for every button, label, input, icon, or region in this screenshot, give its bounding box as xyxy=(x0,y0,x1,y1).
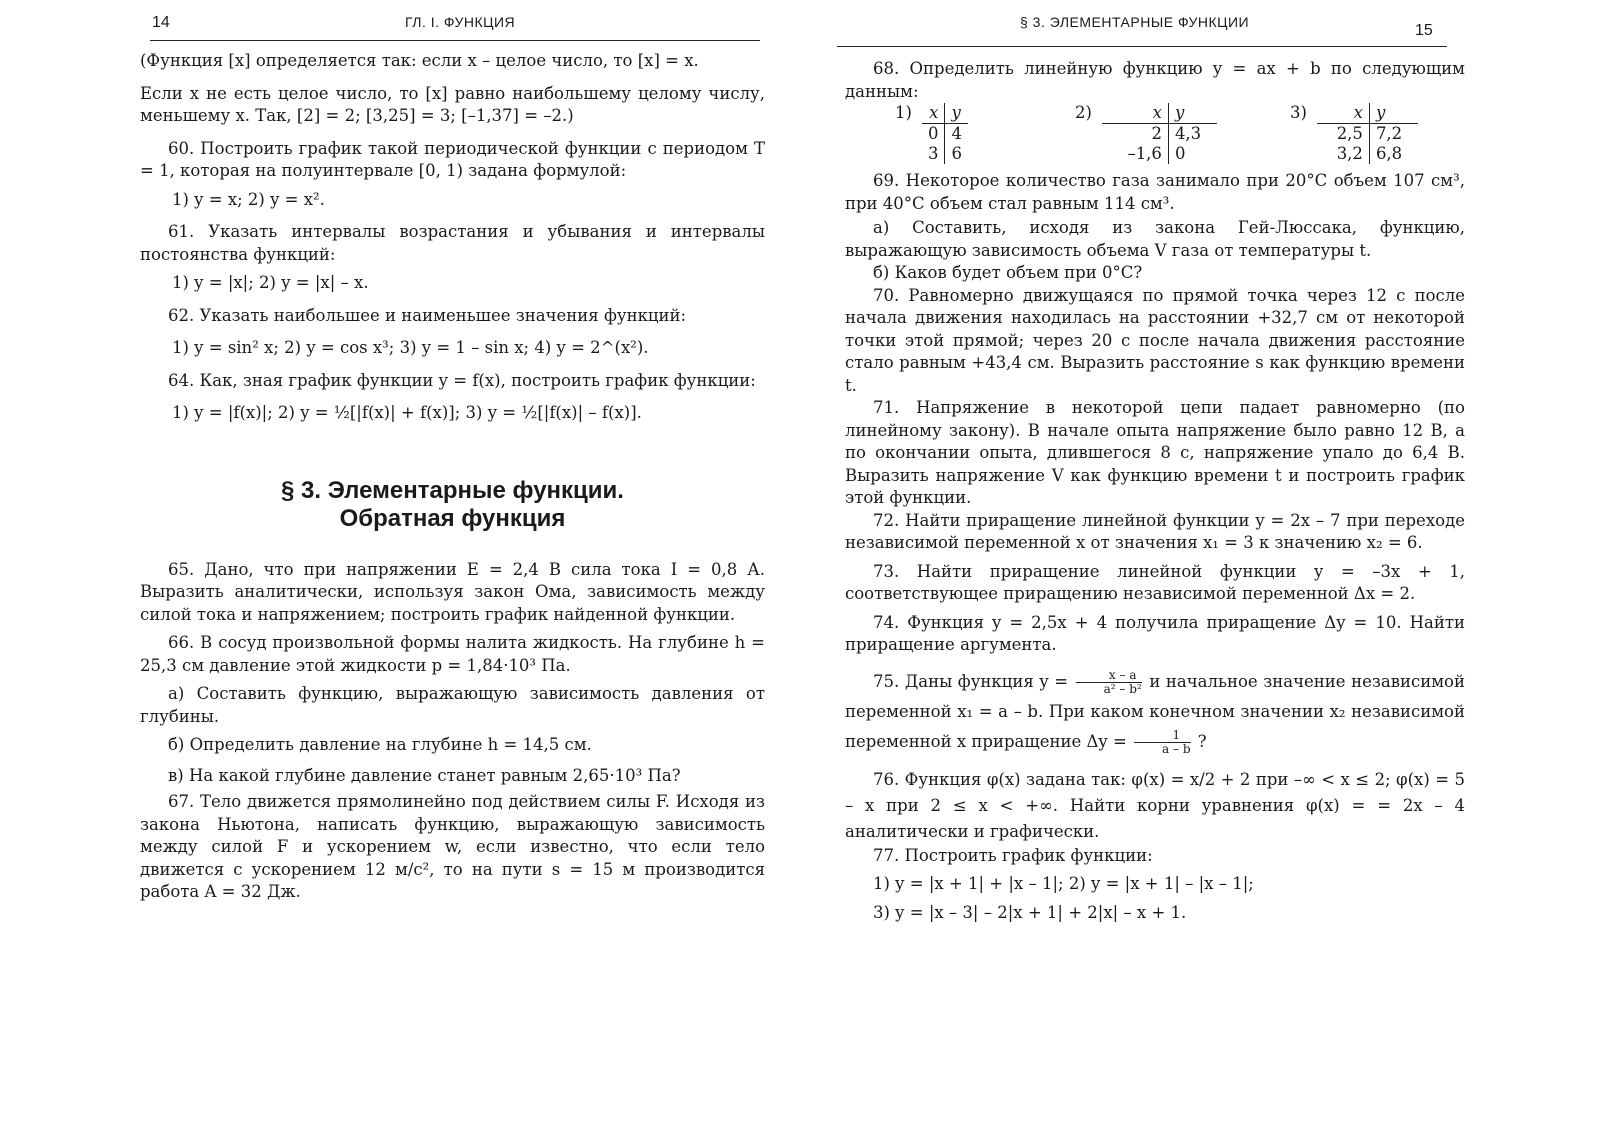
exercise-73: 73. Найти приращение линейной функции y = –3x + 1, соответствующее приращению независимой переменной Δx = 2. xyxy=(845,561,1465,603)
exercise-60: 60. Построить график такой периодической функции с периодом T = 1, которая на полуинтервале [0, 1) задана формулой: xyxy=(140,138,765,180)
right-body xyxy=(845,58,1465,924)
running-head: ГЛ. I. ФУНКЦИЯ xyxy=(405,14,516,30)
table-header-x: x xyxy=(1317,103,1370,124)
header-rule xyxy=(150,40,760,41)
table-cell: 3,2 xyxy=(1317,144,1370,164)
table-label: 2) xyxy=(1075,103,1092,122)
exercise-70: 70. Равномерно движущаяся по прямой точка через 12 с после начала движения находилась на расстоянии +32,7 см от некоторой точки этой прямой; через 20 с после начала движения расстояние стало равным +43,4 см. Выразить расстояние s как функцию времени t. xyxy=(845,285,1465,395)
table-cell: 7,2 xyxy=(1375,124,1403,143)
exercise-75-text-b: и начальное значение независимой переменной x₁ = a – b. При каком конечном значении x₂ независимой переменной x приращение Δy = xyxy=(845,671,1465,751)
paragraph-intro-1: (Функция [x] определяется так: если x – целое число, то [x] = x. xyxy=(140,51,699,70)
left-body xyxy=(140,50,765,904)
table-label: 1) xyxy=(895,103,912,122)
left-header xyxy=(140,14,765,36)
fraction xyxy=(1134,729,1190,756)
exercise-74: 74. Функция y = 2,5x + 4 получила приращение Δy = 10. Найти приращение аргумента. xyxy=(845,612,1465,654)
fraction-denominator: a – b xyxy=(1162,741,1191,756)
exercise-66-a: а) Составить функцию, выражающую зависимость давления от глубины. xyxy=(140,684,765,726)
section-heading xyxy=(140,477,765,533)
table-header-x: x xyxy=(922,103,945,124)
table-header-y: y xyxy=(1168,103,1217,124)
table-cell: –1,6 xyxy=(1102,144,1169,164)
table-cell: 0 xyxy=(922,124,945,145)
exercise-61: 61. Указать интервалы возрастания и убывания и интервалы постоянства функций: xyxy=(140,222,765,264)
exercise-68: 68. Определить линейную функцию y = ax + b по следующим данным: xyxy=(845,59,1465,101)
exercise-72: 72. Найти приращение линейной функции y = 2x – 7 при переходе независимой переменной x от значения x₁ = 3 к значению x₂ = 6. xyxy=(845,510,1465,552)
table-cell: 2,5 xyxy=(1317,124,1370,145)
exercise-69: 69. Некоторое количество газа занимало при 20°С объем 107 см³, при 40°С объем стал равным 114 см³. xyxy=(845,171,1465,213)
page-number: 15 xyxy=(1415,22,1433,39)
exercise-64: 64. Как, зная график функции y = f(x), построить график функции: xyxy=(168,370,756,390)
table-label: 3) xyxy=(1290,103,1307,122)
table-header-y: y xyxy=(945,103,968,124)
data-table-3 xyxy=(1290,103,1418,164)
exercise-66-c: в) На какой глубине давление станет равным 2,65·10³ Па? xyxy=(168,765,681,785)
table-cell: 6 xyxy=(951,144,962,163)
fraction-numerator: 1 xyxy=(1134,729,1190,743)
table-header-y: y xyxy=(1369,103,1418,124)
page-number: 14 xyxy=(152,14,170,31)
running-head: § 3. ЭЛЕМЕНТАРНЫЕ ФУНКЦИИ xyxy=(1020,14,1250,30)
xy-table xyxy=(1317,103,1418,164)
exercise-75 xyxy=(845,667,1465,757)
exercise-69-b: б) Каков будет объем при 0°С? xyxy=(873,263,1143,282)
fraction xyxy=(1076,669,1142,696)
table-cell: 4 xyxy=(951,124,962,143)
data-tables xyxy=(895,103,1465,164)
exercise-66-b: б) Определить давление на глубине h = 14,5 см. xyxy=(168,735,592,754)
table-cell: 4,3 xyxy=(1174,124,1202,143)
exercise-64-items: 1) y = |f(x)|; 2) y = ½[|f(x)| + f(x)]; 3) y = ½[|f(x)| – f(x)]. xyxy=(172,403,642,422)
table-cell: 6,8 xyxy=(1375,144,1403,163)
exercise-66: 66. В сосуд произвольной формы налита жидкость. На глубине h = 25,3 см давление этой жидкости p = 1,84·10³ Па. xyxy=(140,633,765,675)
exercise-62-items: 1) y = sin² x; 2) y = cos x³; 3) y = 1 – sin x; 4) y = 2^(x²). xyxy=(172,338,649,357)
exercise-75-text-c: ? xyxy=(1197,731,1207,751)
exercise-71: 71. Напряжение в некоторой цепи падает равномерно (по линейному закону). В начале опыта напряжение было равно 12 В, а по окончании опыта, длившегося 8 с, напряжение упало до 6,4 В. Выразить напряжение V как функцию времени t и построить график этой функции. xyxy=(845,398,1465,507)
paragraph-intro-2: Если x не есть целое число, то [x] равно наибольшему целому числу, меньшему x. Так, [2] = 2; [3,25] = 3; [–1,37] = –2.) xyxy=(140,83,765,125)
section-heading-line-1: § 3. Элементарные функции. xyxy=(281,476,624,504)
exercise-62: 62. Указать наибольшее и наименьшее значения функций: xyxy=(168,305,687,325)
fraction-denominator: a² – b² xyxy=(1103,681,1142,696)
fraction-numerator: x – a xyxy=(1076,669,1142,683)
table-cell: 2 xyxy=(1102,124,1169,145)
exercise-69-a: а) Составить, исходя из закона Гей-Люссака, функцию, выражающую зависимость объема V газа от температуры t. xyxy=(845,218,1465,260)
exercise-76: 76. Функция φ(x) задана так: φ(x) = x/2 + 2 при –∞ < x ≤ 2; φ(x) = 5 – x при 2 ≤ x < +∞. Найти корни уравнения φ(x) = = 2x – 4 аналитически и графически. xyxy=(845,769,1465,841)
exercise-77-items-2: 3) y = |x – 3| – 2|x + 1| + 2|x| – x + 1. xyxy=(873,902,1187,922)
header-rule xyxy=(837,46,1447,47)
exercise-65: 65. Дано, что при напряжении E = 2,4 В сила тока I = 0,8 А. Выразить аналитически, используя закон Ома, зависимость между силой тока и напряжением; построить график найденной функции. xyxy=(140,559,765,624)
exercise-60-items: 1) y = x; 2) y = x². xyxy=(172,189,325,209)
table-cell: 3 xyxy=(922,144,945,164)
section-heading-line-2: Обратная функция xyxy=(339,504,566,532)
exercise-77: 77. Построить график функции: xyxy=(873,845,1153,865)
xy-table xyxy=(1102,103,1217,164)
xy-table xyxy=(922,103,968,164)
exercise-77-items-1: 1) y = |x + 1| + |x – 1|; 2) y = |x + 1| – |x – 1|; xyxy=(873,874,1254,893)
data-table-2 xyxy=(1075,103,1290,164)
table-cell: 0 xyxy=(1174,144,1186,163)
right-header xyxy=(845,14,1465,39)
exercise-67: 67. Тело движется прямолинейно под действием силы F. Исходя из закона Ньютона, написать функцию, выражающую зависимость между силой F и ускорением w, если известно, что если тело движется с ускорением 12 м/с², то на пути s = 15 м производится работа A = 32 Дж. xyxy=(140,792,765,901)
table-header-x: x xyxy=(1102,103,1169,124)
exercise-75-text-a: 75. Даны функция y = xyxy=(873,671,1069,691)
exercise-61-items: 1) y = |x|; 2) y = |x| – x. xyxy=(172,273,369,292)
data-table-1 xyxy=(895,103,1075,164)
